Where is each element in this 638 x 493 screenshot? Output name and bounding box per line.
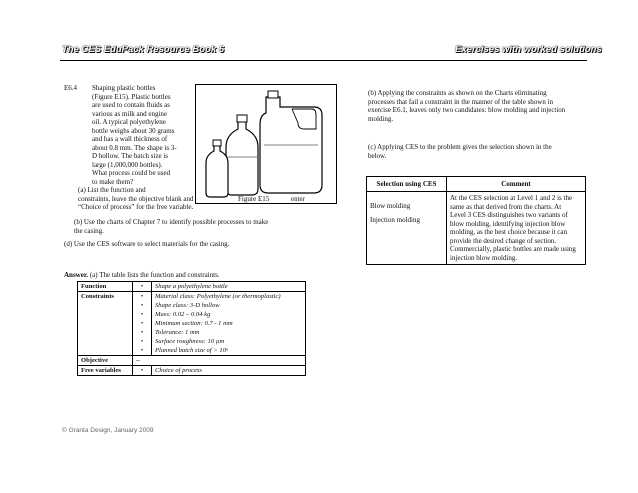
- answer-intro: [64, 271, 220, 280]
- exercise-line: large (1,000,000 bottles).: [92, 160, 163, 169]
- row-label: Constraints: [78, 292, 133, 356]
- exercise-line: and has a wall thickness of: [92, 135, 168, 143]
- comment-line: Level 3 CES distinguishes two variants of: [450, 211, 568, 219]
- part-b: [74, 218, 304, 235]
- exercise-line: D hollow. The batch size is: [92, 152, 169, 160]
- exercise-line: bottle weighs about 30 grams: [92, 126, 175, 135]
- exercise-body: [92, 84, 198, 186]
- part-a-line: (a) List the function and: [78, 186, 146, 194]
- footer-copyright: © Granta Design, January 2009: [62, 427, 154, 434]
- bullet-icon: •: [133, 319, 152, 328]
- bullet-icon: •: [133, 328, 152, 337]
- column-header: Comment: [447, 177, 586, 192]
- bullet-icon: •: [133, 292, 152, 302]
- part-b-line: the casing.: [74, 226, 104, 235]
- bullet-icon: •: [133, 310, 152, 319]
- bullet-icon: •: [133, 346, 152, 356]
- comment-cell: [447, 192, 586, 265]
- row-item: Choice of process: [152, 366, 306, 376]
- table-row: [78, 356, 306, 366]
- comment-line: blow molding, identifying injection blow: [450, 219, 566, 228]
- table-row: [78, 366, 306, 376]
- row-item: --: [133, 356, 306, 366]
- row-item: Shape a polyethylene bottle: [152, 282, 306, 292]
- table-row: [78, 292, 306, 302]
- comment-line: injection blow molding.: [450, 253, 518, 262]
- exercise-line: oil. A typical polyethylene: [92, 118, 166, 126]
- comment-line: Commercially, plastic bottles are made using: [450, 245, 576, 253]
- figure-bottles: [195, 84, 337, 204]
- part-d: (d) Use the CES software to select materials for the casing.: [64, 240, 230, 248]
- exercise-line: (Figure E15). Plastic bottles: [92, 92, 171, 101]
- column-header: Selection using CES: [367, 177, 447, 192]
- comment-line: same as that derived from the charts. At: [450, 202, 562, 211]
- bullet-icon: •: [133, 366, 152, 376]
- figure-caption: Figure E15: [238, 195, 270, 203]
- part-a-tail: enter: [291, 195, 305, 203]
- comment-line: molding, as the best choice because it can: [450, 228, 568, 236]
- para-c-line: (c) Applying CES to the problem gives the selection shown in the: [368, 143, 552, 151]
- exercise-line: to make them?: [92, 177, 134, 186]
- function-constraints-table: [77, 281, 306, 376]
- bullet-icon: •: [133, 337, 152, 346]
- para-b-line: molding.: [368, 114, 394, 123]
- header-book-title: The CES EduPack Resource Book 6: [62, 44, 225, 55]
- exercise-line: What process could be used: [92, 169, 171, 177]
- selection-cell: [367, 192, 447, 265]
- ces-selection-table: [366, 176, 586, 265]
- row-label: Objective: [78, 356, 133, 366]
- row-item: Tolerance: 1 mm: [152, 328, 306, 337]
- part-a-line: “Choice of process” for the free variable.: [78, 203, 194, 211]
- comment-line: At the CES selection at Level 1 and 2 is the: [450, 194, 573, 202]
- part-b-line: (b) Use the charts of Chapter 7 to identify possible processes to make: [74, 218, 269, 226]
- para-b-line: (b) Applying the constraints as shown on the Charts eliminating: [368, 89, 547, 97]
- paragraph-c: [368, 143, 590, 160]
- exercise-number: E6.4: [64, 84, 78, 92]
- header-section-title: Exercises with worked solutions: [455, 44, 602, 55]
- exercise-line: Shaping plastic bottles: [92, 84, 156, 92]
- para-c-line: below.: [368, 151, 387, 160]
- table-row: [367, 192, 586, 265]
- bullet-icon: •: [133, 301, 152, 310]
- row-item: Shape class: 3-D hollow: [152, 301, 306, 310]
- answer-intro-text: (a) The table lists the function and constraints.: [89, 271, 220, 279]
- row-item: Surface roughness: 10 µm: [152, 337, 306, 346]
- row-item: Minimum section: 0.7 - 1 mm: [152, 319, 306, 328]
- bullet-icon: •: [133, 282, 152, 292]
- bottles-illustration: [196, 85, 336, 203]
- header-rule: [60, 60, 587, 61]
- exercise-line: about 0.8 mm. The shape is 3-: [92, 143, 177, 152]
- answer-label: Answer.: [64, 271, 89, 279]
- exercise-line: various as milk and engine: [92, 109, 168, 118]
- row-item: Planned batch size of > 10⁶: [152, 346, 306, 356]
- row-item: Mass: 0.02 – 0.04 kg: [152, 310, 306, 319]
- part-a-line: constraints, leave the objective blank and: [78, 194, 194, 203]
- comment-line: provide the desired change of section.: [450, 236, 557, 245]
- table-header-row: [367, 177, 586, 192]
- row-label: Free variables: [78, 366, 133, 376]
- table-row: [78, 282, 306, 292]
- row-item: Material class: Polyethylene (or thermoplastic): [152, 292, 306, 302]
- paragraph-b: [368, 89, 590, 123]
- exercise-line: are used to contain fluids as: [92, 101, 170, 109]
- para-b-line: exercise E6.1, leaves only two candidates: blow molding and injection: [368, 106, 566, 114]
- selection-item: Blow molding: [370, 202, 411, 210]
- selection-item: Injection molding: [370, 215, 420, 224]
- row-label: Function: [78, 282, 133, 292]
- para-b-line: processes that fail a constraint in the manner of the table shown in: [368, 97, 554, 106]
